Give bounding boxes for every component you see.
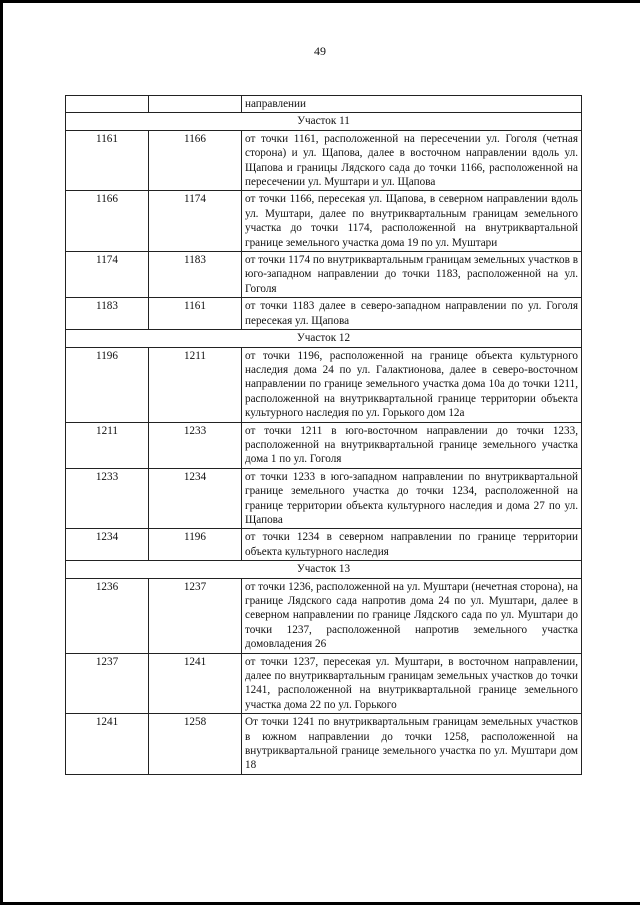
description-cell: от точки 1234 в северном направлении по границе территории объекта культурного наследия (242, 529, 582, 561)
to-point-cell: 1233 (149, 422, 242, 468)
table-row (66, 578, 582, 653)
table-row (66, 191, 582, 252)
table-row (66, 347, 582, 422)
from-point-cell: 1196 (66, 347, 149, 422)
from-point-cell: 1234 (66, 529, 149, 561)
page-number: 49 (314, 44, 326, 58)
from-point-cell: 1211 (66, 422, 149, 468)
description-cell: от точки 1236, расположенной на ул. Муштари (нечетная сторона), на границе Лядского сада напротив дома 24 по ул. Муштари, далее в северном направлении по границе Лядского сада по ул. Муштари до точки 1237, расположенной напротив земельного участка домовладения 26 (242, 578, 582, 653)
to-point-cell: 1196 (149, 529, 242, 561)
description-cell: от точки 1166, пересекая ул. Щапова, в северном направлении вдоль ул. Муштари, далее по внутриквартальным границам земельного участка до точки 1174, расположенной на внутриквартальной границе земельного участка дома 19 по ул. Муштари (242, 191, 582, 252)
from-point-cell: 1237 (66, 653, 149, 714)
to-point-cell: 1161 (149, 298, 242, 330)
table-row (66, 96, 582, 113)
table-row (66, 422, 582, 468)
table-row (66, 130, 582, 191)
to-point-cell: 1234 (149, 468, 242, 529)
description-cell: от точки 1211 в юго-восточном направлении до точки 1233, расположенной на внутриквартальной границе земельного участка дома 1 по ул. Гоголя (242, 422, 582, 468)
to-point-cell (149, 96, 242, 113)
description-cell: от точки 1183 далее в северо-западном направлении по ул. Гоголя пересекая ул. Щапова (242, 298, 582, 330)
from-point-cell (66, 96, 149, 113)
section-header-row (66, 330, 582, 347)
table-row (66, 298, 582, 330)
description-cell: от точки 1161, расположенной на пересечении ул. Гоголя (четная сторона) и ул. Щапова, далее в восточном направлении вдоль ул. Щапова и границы Лядского сада до точки 1166, расположенной на пересечении ул. Муштари и ул. Щапова (242, 130, 582, 191)
table-row (66, 714, 582, 775)
to-point-cell: 1241 (149, 653, 242, 714)
section-header-row (66, 113, 582, 130)
from-point-cell: 1161 (66, 130, 149, 191)
description-cell: от точки 1174 по внутриквартальным границам земельных участков в юго-западном направлении до точки 1183, расположенной на ул. Гоголя (242, 252, 582, 298)
table-row (66, 653, 582, 714)
table-row (66, 468, 582, 529)
section-header-row (66, 561, 582, 578)
to-point-cell: 1237 (149, 578, 242, 653)
to-point-cell: 1258 (149, 714, 242, 775)
table-row (66, 252, 582, 298)
description-cell: направлении (242, 96, 582, 113)
scan-edge-left (0, 0, 3, 905)
description-cell: От точки 1241 по внутриквартальным границам земельных участков в южном направлении до точки 1258, расположенной на внутриквартальной границе земельного участка по ул. Муштари дом 18 (242, 714, 582, 775)
section-title: Участок 11 (66, 113, 582, 130)
to-point-cell: 1174 (149, 191, 242, 252)
from-point-cell: 1236 (66, 578, 149, 653)
section-title: Участок 13 (66, 561, 582, 578)
from-point-cell: 1241 (66, 714, 149, 775)
table-row (66, 529, 582, 561)
section-title: Участок 12 (66, 330, 582, 347)
to-point-cell: 1211 (149, 347, 242, 422)
boundary-points-table (65, 95, 582, 775)
from-point-cell: 1183 (66, 298, 149, 330)
description-cell: от точки 1237, пересекая ул. Муштари, в восточном направлении, далее по внутриквартальным границам земельных участков до точки 1241, расположенной на внутриквартальной границе земельного участка дома 22 по ул. Горького (242, 653, 582, 714)
from-point-cell: 1174 (66, 252, 149, 298)
to-point-cell: 1166 (149, 130, 242, 191)
from-point-cell: 1233 (66, 468, 149, 529)
scan-edge-top (0, 0, 640, 3)
from-point-cell: 1166 (66, 191, 149, 252)
to-point-cell: 1183 (149, 252, 242, 298)
description-cell: от точки 1196, расположенной на границе объекта культурного наследия дома 24 по ул. Галактионова, далее в северо-восточном направлении по границе земельного участка дома 10а до точки 1211, расположенной на внутриквартальной границе территории объекта культурного наследия по ул. Горького дом 12а (242, 347, 582, 422)
description-cell: от точки 1233 в юго-западном направлении по внутриквартальной границе земельного участка до точки 1234, расположенной на границе территории объекта культурного наследия и дома 27 по ул. Щапова (242, 468, 582, 529)
